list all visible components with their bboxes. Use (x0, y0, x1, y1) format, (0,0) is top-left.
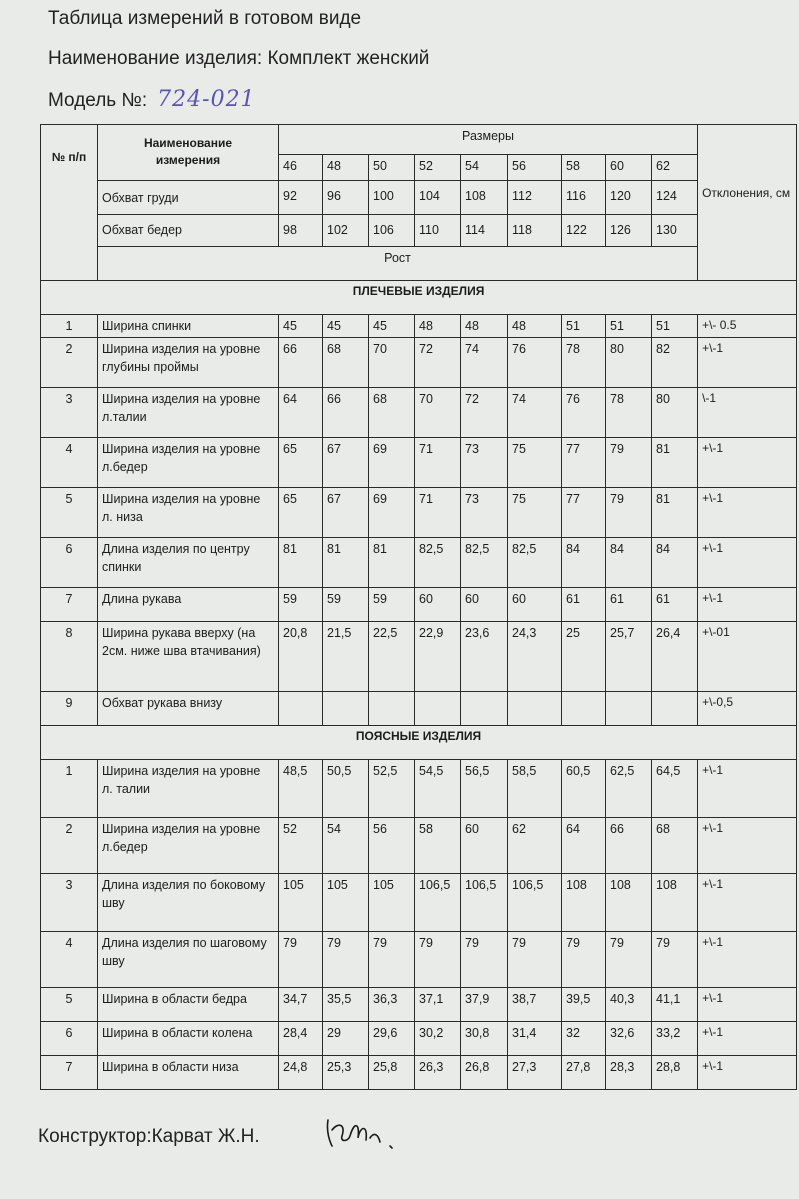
row-number: 1 (41, 315, 98, 338)
chest-label: Обхват груди (98, 181, 279, 215)
measurement-value: 61 (652, 588, 698, 622)
measurement-value: 79 (279, 932, 323, 988)
measurement-value: 48 (508, 315, 562, 338)
deviation-value: +\-1 (698, 438, 797, 488)
measurement-value: 56 (369, 818, 415, 874)
measurement-value: 32,6 (606, 1022, 652, 1056)
deviation-value: +\-1 (698, 338, 797, 388)
deviation-value: +\-1 (698, 818, 797, 874)
measurement-value: 51 (606, 315, 652, 338)
measurement-value: 48 (461, 315, 508, 338)
measurement-value: 81 (652, 488, 698, 538)
measurement-value: 70 (369, 338, 415, 388)
measurement-value: 108 (562, 874, 606, 932)
size-header-cell: 46 (279, 155, 323, 181)
measurement-value (461, 692, 508, 726)
measurement-value: 72 (461, 388, 508, 438)
chest-cell: 120 (606, 181, 652, 215)
measurement-value: 67 (323, 438, 369, 488)
deviation-value: +\-1 (698, 1022, 797, 1056)
measurement-value: 66 (323, 388, 369, 438)
hip-cell: 126 (606, 215, 652, 247)
deviation-value: +\-1 (698, 988, 797, 1022)
measurement-value: 28,8 (652, 1056, 698, 1090)
measurement-value: 79 (562, 932, 606, 988)
table-row (41, 760, 797, 818)
measurement-value: 106,5 (461, 874, 508, 932)
measurement-value: 22,9 (415, 622, 461, 692)
measurement-value: 24,3 (508, 622, 562, 692)
measurement-value: 25,3 (323, 1056, 369, 1090)
measurement-value: 39,5 (562, 988, 606, 1022)
deviation-value: +\-0,5 (698, 692, 797, 726)
measurement-value: 36,3 (369, 988, 415, 1022)
measurement-value: 81 (279, 538, 323, 588)
measurement-value: 64,5 (652, 760, 698, 818)
measurement-value: 82,5 (508, 538, 562, 588)
measurement-value: 66 (279, 338, 323, 388)
measurement-value: 54,5 (415, 760, 461, 818)
measurement-value: 105 (323, 874, 369, 932)
measurement-name: Ширина изделия на уровне л. низа (98, 488, 279, 538)
measurement-name: Ширина изделия на уровне л.бедер (98, 438, 279, 488)
measurement-value: 65 (279, 438, 323, 488)
measurement-value: 37,9 (461, 988, 508, 1022)
table-row (41, 726, 797, 760)
measurement-value: 22,5 (369, 622, 415, 692)
measurement-value: 31,4 (508, 1022, 562, 1056)
measurement-value: 82,5 (461, 538, 508, 588)
measurement-name: Ширина в области колена (98, 1022, 279, 1056)
document-title: Таблица измерений в готовом виде (48, 8, 362, 29)
row-number: 3 (41, 874, 98, 932)
measurement-value: 58,5 (508, 760, 562, 818)
measurement-value: 81 (369, 538, 415, 588)
measurement-value: 62 (508, 818, 562, 874)
measurement-value: 33,2 (652, 1022, 698, 1056)
table-row (41, 215, 797, 247)
measurement-value: 67 (323, 488, 369, 538)
measurement-value: 70 (415, 388, 461, 438)
measurement-value: 82,5 (415, 538, 461, 588)
signature (320, 1112, 410, 1152)
measurement-value: 51 (652, 315, 698, 338)
measurement-value: 28,4 (279, 1022, 323, 1056)
measurement-value: 28,3 (606, 1056, 652, 1090)
measurement-name: Длина рукава (98, 588, 279, 622)
table-row (41, 338, 797, 388)
measurement-value: 30,2 (415, 1022, 461, 1056)
table-row (41, 622, 797, 692)
deviation-value: +\-1 (698, 760, 797, 818)
measurement-name: Ширина изделия на уровне л. талии (98, 760, 279, 818)
hip-cell: 110 (415, 215, 461, 247)
table-row (41, 247, 797, 281)
measurement-value: 84 (652, 538, 698, 588)
measurement-name: Ширина рукава вверху (на 2см. ниже шва втачивания) (98, 622, 279, 692)
table-row (41, 438, 797, 488)
measurement-value: 27,3 (508, 1056, 562, 1090)
measurement-value: 29 (323, 1022, 369, 1056)
row-number: 5 (41, 988, 98, 1022)
measurement-value: 25,7 (606, 622, 652, 692)
chest-cell: 116 (562, 181, 606, 215)
chest-cell: 104 (415, 181, 461, 215)
deviation-value: +\-1 (698, 538, 797, 588)
measurement-value: 25 (562, 622, 606, 692)
measurement-value (652, 692, 698, 726)
measurement-name: Длина изделия по центру спинки (98, 538, 279, 588)
measurement-value: 76 (562, 388, 606, 438)
measurement-value: 59 (279, 588, 323, 622)
model-label: Модель №: (48, 90, 148, 111)
measurement-value: 72 (415, 338, 461, 388)
hip-cell: 118 (508, 215, 562, 247)
measurement-value: 79 (508, 932, 562, 988)
measurement-value: 105 (279, 874, 323, 932)
row-number: 2 (41, 818, 98, 874)
measurement-value: 76 (508, 338, 562, 388)
measurement-value (508, 692, 562, 726)
measurement-value: 61 (606, 588, 652, 622)
row-number: 3 (41, 388, 98, 438)
measurement-value: 26,3 (415, 1056, 461, 1090)
measurement-table-body (41, 125, 797, 1090)
size-header-cell: 50 (369, 155, 415, 181)
hip-cell: 122 (562, 215, 606, 247)
measurement-value: 30,8 (461, 1022, 508, 1056)
size-header-cell: 60 (606, 155, 652, 181)
measurement-value: 52,5 (369, 760, 415, 818)
measurement-value: 64 (279, 388, 323, 438)
table-row (41, 388, 797, 438)
measurement-value: 73 (461, 488, 508, 538)
section-waist: ПОЯСНЫЕ ИЗДЕЛИЯ (41, 726, 797, 760)
measurement-value: 71 (415, 488, 461, 538)
measurement-name: Ширина изделия на уровне л.талии (98, 388, 279, 438)
row-number: 9 (41, 692, 98, 726)
height-label: Рост (98, 247, 698, 281)
measurement-value: 79 (369, 932, 415, 988)
deviation-value: +\- 0.5 (698, 315, 797, 338)
measurement-value: 78 (562, 338, 606, 388)
table-row (41, 932, 797, 988)
measurement-value: 21,5 (323, 622, 369, 692)
row-number: 5 (41, 488, 98, 538)
measurement-name: Длина изделия по шаговому шву (98, 932, 279, 988)
measurement-value: 80 (606, 338, 652, 388)
measurement-value (279, 692, 323, 726)
measurement-value: 40,3 (606, 988, 652, 1022)
table-row (41, 538, 797, 588)
measurement-value: 37,1 (415, 988, 461, 1022)
row-number: 4 (41, 932, 98, 988)
measurement-value: 25,8 (369, 1056, 415, 1090)
measurement-value: 106,5 (508, 874, 562, 932)
hip-cell: 114 (461, 215, 508, 247)
measurement-value: 45 (323, 315, 369, 338)
table-row (41, 818, 797, 874)
measurement-value: 77 (562, 488, 606, 538)
measurement-value: 24,8 (279, 1056, 323, 1090)
chest-cell: 96 (323, 181, 369, 215)
measurement-value: 23,6 (461, 622, 508, 692)
measurement-value: 20,8 (279, 622, 323, 692)
measurement-name: Ширина в области низа (98, 1056, 279, 1090)
table-row (41, 181, 797, 215)
measurement-value: 29,6 (369, 1022, 415, 1056)
measurement-value: 45 (279, 315, 323, 338)
measurement-value: 74 (508, 388, 562, 438)
measurement-value: 108 (652, 874, 698, 932)
measurement-value: 108 (606, 874, 652, 932)
measurement-value: 79 (606, 488, 652, 538)
row-number: 1 (41, 760, 98, 818)
table-row (41, 588, 797, 622)
model-number-handwritten: 724-021 (157, 87, 256, 112)
measurement-value: 60 (415, 588, 461, 622)
row-number: 7 (41, 1056, 98, 1090)
measurement-value: 60,5 (562, 760, 606, 818)
measurement-value: 68 (323, 338, 369, 388)
measurement-value: 60 (461, 818, 508, 874)
deviation-value: +\-1 (698, 1056, 797, 1090)
measurement-value: 48 (415, 315, 461, 338)
measurement-name: Ширина изделия на уровне глубины проймы (98, 338, 279, 388)
chest-cell: 100 (369, 181, 415, 215)
measurement-value: 75 (508, 438, 562, 488)
measurement-name: Ширина спинки (98, 315, 279, 338)
header-sizes: Размеры (279, 125, 698, 155)
measurement-value: 81 (323, 538, 369, 588)
hip-cell: 130 (652, 215, 698, 247)
measurement-value: 79 (606, 438, 652, 488)
measurement-value: 26,8 (461, 1056, 508, 1090)
table-row (41, 281, 797, 315)
deviation-value: +\-1 (698, 874, 797, 932)
deviation-value: +\-1 (698, 932, 797, 988)
hip-cell: 98 (279, 215, 323, 247)
size-header-cell: 48 (323, 155, 369, 181)
deviation-value: +\-1 (698, 588, 797, 622)
measurement-value: 60 (508, 588, 562, 622)
row-number: 7 (41, 588, 98, 622)
deviation-value: +\-01 (698, 622, 797, 692)
measurement-value: 82 (652, 338, 698, 388)
measurement-value: 58 (415, 818, 461, 874)
hip-cell: 102 (323, 215, 369, 247)
measurement-value: 79 (606, 932, 652, 988)
measurement-value (323, 692, 369, 726)
table-row (41, 874, 797, 932)
table-row (41, 692, 797, 726)
measurement-value: 68 (652, 818, 698, 874)
section-shoulder: ПЛЕЧЕВЫЕ ИЗДЕЛИЯ (41, 281, 797, 315)
measurement-value: 71 (415, 438, 461, 488)
measurement-value: 77 (562, 438, 606, 488)
measurement-value: 78 (606, 388, 652, 438)
measurement-value: 84 (606, 538, 652, 588)
measurement-value: 61 (562, 588, 606, 622)
size-header-cell: 58 (562, 155, 606, 181)
measurement-value: 38,7 (508, 988, 562, 1022)
measurement-value: 26,4 (652, 622, 698, 692)
measurement-value: 69 (369, 488, 415, 538)
chest-cell: 108 (461, 181, 508, 215)
measurement-value: 75 (508, 488, 562, 538)
measurement-name: Длина изделия по боковому шву (98, 874, 279, 932)
measurement-value: 54 (323, 818, 369, 874)
size-header-cell: 54 (461, 155, 508, 181)
measurement-value: 52 (279, 818, 323, 874)
measurement-value (415, 692, 461, 726)
measurement-value: 66 (606, 818, 652, 874)
size-header-cell: 52 (415, 155, 461, 181)
measurement-value: 35,5 (323, 988, 369, 1022)
measurement-value: 51 (562, 315, 606, 338)
table-row (41, 1056, 797, 1090)
deviation-value: +\-1 (698, 488, 797, 538)
size-header-cell: 56 (508, 155, 562, 181)
measurement-value: 60 (461, 588, 508, 622)
measurement-name: Ширина изделия на уровне л.бедер (98, 818, 279, 874)
measurement-value: 84 (562, 538, 606, 588)
measurement-value: 80 (652, 388, 698, 438)
chest-cell: 92 (279, 181, 323, 215)
product-name-line: Наименование изделия: Комплект женский (48, 48, 430, 69)
row-number: 4 (41, 438, 98, 488)
measurement-value (369, 692, 415, 726)
measurement-value: 45 (369, 315, 415, 338)
measurement-value: 79 (415, 932, 461, 988)
row-number: 6 (41, 1022, 98, 1056)
measurement-value: 69 (369, 438, 415, 488)
deviation-value: \-1 (698, 388, 797, 438)
designer-line: Конструктор:Карват Ж.Н. (38, 1126, 260, 1147)
header-deviation: Отклонения, см (698, 125, 797, 281)
measurement-table (40, 124, 797, 1090)
measurement-value: 74 (461, 338, 508, 388)
hip-cell: 106 (369, 215, 415, 247)
hip-label: Обхват бедер (98, 215, 279, 247)
measurement-value: 34,7 (279, 988, 323, 1022)
measurement-value: 32 (562, 1022, 606, 1056)
measurement-value: 73 (461, 438, 508, 488)
header-name: Наименование измерения (98, 125, 279, 181)
measurement-value: 59 (369, 588, 415, 622)
table-row (41, 125, 797, 155)
measurement-name: Обхват рукава внизу (98, 692, 279, 726)
measurement-value: 65 (279, 488, 323, 538)
measurement-value: 79 (652, 932, 698, 988)
header-num: № п/п (41, 125, 98, 281)
measurement-value: 27,8 (562, 1056, 606, 1090)
measurement-value: 59 (323, 588, 369, 622)
table-row (41, 1022, 797, 1056)
model-line (48, 87, 256, 112)
measurement-value: 48,5 (279, 760, 323, 818)
table-row (41, 488, 797, 538)
row-number: 2 (41, 338, 98, 388)
measurement-value (606, 692, 652, 726)
measurement-value: 106,5 (415, 874, 461, 932)
measurement-value: 79 (461, 932, 508, 988)
measurement-value: 50,5 (323, 760, 369, 818)
table-row (41, 988, 797, 1022)
measurement-value: 79 (323, 932, 369, 988)
measurement-value (562, 692, 606, 726)
measurement-value: 56,5 (461, 760, 508, 818)
chest-cell: 124 (652, 181, 698, 215)
size-header-cell: 62 (652, 155, 698, 181)
measurement-value: 64 (562, 818, 606, 874)
measurement-value: 62,5 (606, 760, 652, 818)
chest-cell: 112 (508, 181, 562, 215)
row-number: 8 (41, 622, 98, 692)
measurement-value: 41,1 (652, 988, 698, 1022)
measurement-name: Ширина в области бедра (98, 988, 279, 1022)
measurement-value: 68 (369, 388, 415, 438)
measurement-value: 81 (652, 438, 698, 488)
row-number: 6 (41, 538, 98, 588)
table-row (41, 315, 797, 338)
measurement-value: 105 (369, 874, 415, 932)
